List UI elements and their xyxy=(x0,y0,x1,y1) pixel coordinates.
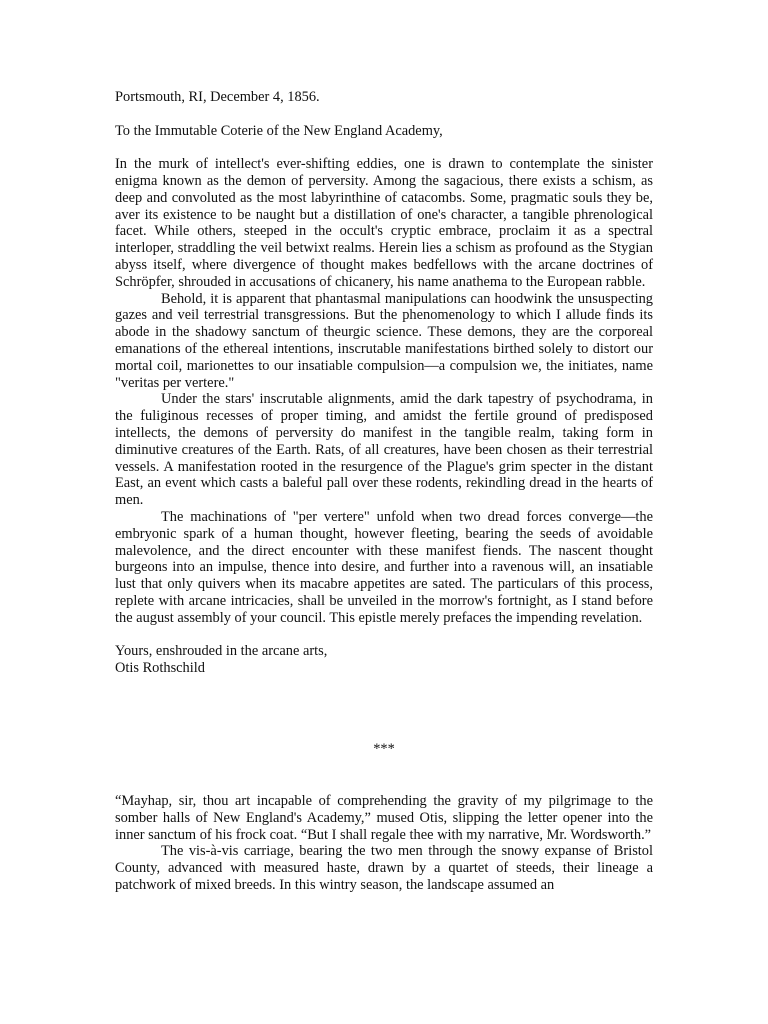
narrative xyxy=(115,793,653,894)
spacer xyxy=(115,627,653,644)
letter-salutation: To the Immutable Coterie of the New England Academy, xyxy=(115,122,443,139)
letter-closing: Yours, enshrouded in the arcane arts, xyxy=(115,643,328,660)
letter-paragraph: Under the stars' inscrutable alignments, amid the dark tapestry of psychodrama, in the fuliginous recesses of proper timing, and amidst the fertile ground of predisposed intellects, the demons of perversity do manifest in the tangible realm, taking form in diminutive creatures of the Earth. Rats, of all creatures, have been chosen as their terrestrial vessels. A manifestation rooted in the resurgence of the Plague's grim specter in the distant East, an event which casts a baleful pall over these rodents, rekindling dread in the hearts of men. xyxy=(115,391,653,509)
letter-paragraph: Behold, it is apparent that phantasmal manipulations can hoodwink the unsuspecting gazes and veil terrestrial transgressions. But the phenomenology to which I allude finds its abode in the shadowy sanctum of theurgic science. These demons, they are the corporeal emanations of the ethereal intentions, inscrutable manifestations birthed solely to distort our mortal coil, marionettes to our insatiable compulsion—a compulsion we, the initiates, name "veritas per vertere." xyxy=(115,290,653,391)
spacer xyxy=(115,139,653,156)
letter-paragraph: In the murk of intellect's ever-shifting eddies, one is drawn to contemplate the sinister enigma known as the demon of perversity. Among the sagacious, there exists a schism, as deep and convoluted as the most labyrinthine of catacombs. Some, pragmatic souls they be, aver its existence to be naught but a distillation of one's character, a tangible phrenological facet. While others, steeped in the occult's cryptic embrace, proclaim it as a spectral interloper, straddling the veil betwixt realms. Herein lies a schism as profound as the Stygian abyss itself, where divergence of thought makes bedfellows with the arcane doctrines of Schröpfer, shrouded in accusations of chicanery, his name anathema to the European rabble. xyxy=(115,156,653,290)
section-separator: *** xyxy=(373,741,395,757)
letter-dateline: Portsmouth, RI, December 4, 1856. xyxy=(115,89,320,105)
narrative-paragraph: The vis-à-vis carriage, bearing the two men through the snowy expanse of Bristol County, advanced with measured haste, drawn by a quartet of steeds, their lineage a patchwork of mixed breeds. In this wintry season, the landscape assumed an xyxy=(115,843,653,893)
letter-signature: Otis Rothschild xyxy=(115,660,205,677)
spacer xyxy=(115,106,653,123)
narrative-paragraph: “Mayhap, sir, thou art incapable of comprehending the gravity of my pilgrimage to the somber halls of New England's Academy,” mused Otis, slipping the letter opener into the inner sanctum of his frock coat. “But I shall regale thee with my narrative, Mr. Wordsworth.” xyxy=(115,793,653,843)
letter-paragraph: The machinations of "per vertere" unfold when two dread forces converge—the embryonic spark of a human thought, however fleeting, bearing the seeds of avoidable malevolence, and the direct encounter with these manifest fiends. The nascent thought burgeons into an impulse, thence into desire, and further into a ravenous will, an insatiable lust that only quivers when its macabre appetites are sated. The particulars of this process, replete with arcane intricacies, shall be unveiled in the morrow's fortnight, as I stand before the august assembly of your council. This epistle merely prefaces the impending revelation. xyxy=(115,508,653,626)
letter xyxy=(115,89,653,677)
